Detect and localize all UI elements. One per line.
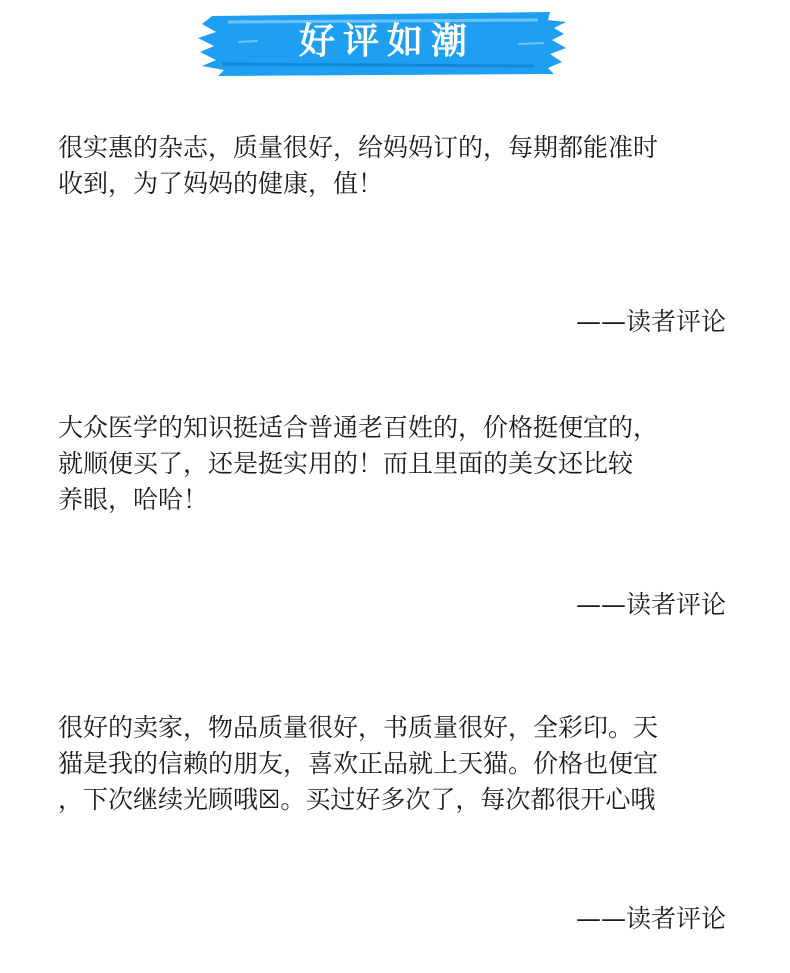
review-attribution-1: ——读者评论: [575, 307, 726, 336]
review-text-2: [58, 410, 728, 518]
review-line: 很实惠的杂志，质量很好，给妈妈订的，每期都能准时: [58, 133, 659, 162]
review-line: 大众医学的知识挺适合普通老百姓的，价格挺便宜的，: [58, 413, 659, 442]
review-line: ，下次继续光顾哦☒。买过好多次了，每次都很开心哦: [58, 785, 656, 814]
page-title: 好评如潮: [298, 21, 475, 62]
review-line: 很好的卖家，物品质量很好，书质量很好，全彩印。天: [58, 713, 659, 742]
review-text-1: [58, 130, 728, 202]
review-line: 养眼，哈哈！: [58, 485, 209, 514]
review-attribution-2: ——读者评论: [575, 590, 726, 619]
header-banner: [198, 8, 568, 78]
review-text-3: [58, 710, 728, 818]
review-line: 就顺便买了，还是挺实用的！而且里面的美女还比较: [58, 449, 634, 478]
review-attribution-3: ——读者评论: [575, 904, 726, 933]
review-line: 猫是我的信赖的朋友，喜欢正品就上天猫。价格也便宜: [58, 749, 659, 778]
review-line: 收到，为了妈妈的健康，值！: [58, 169, 384, 198]
